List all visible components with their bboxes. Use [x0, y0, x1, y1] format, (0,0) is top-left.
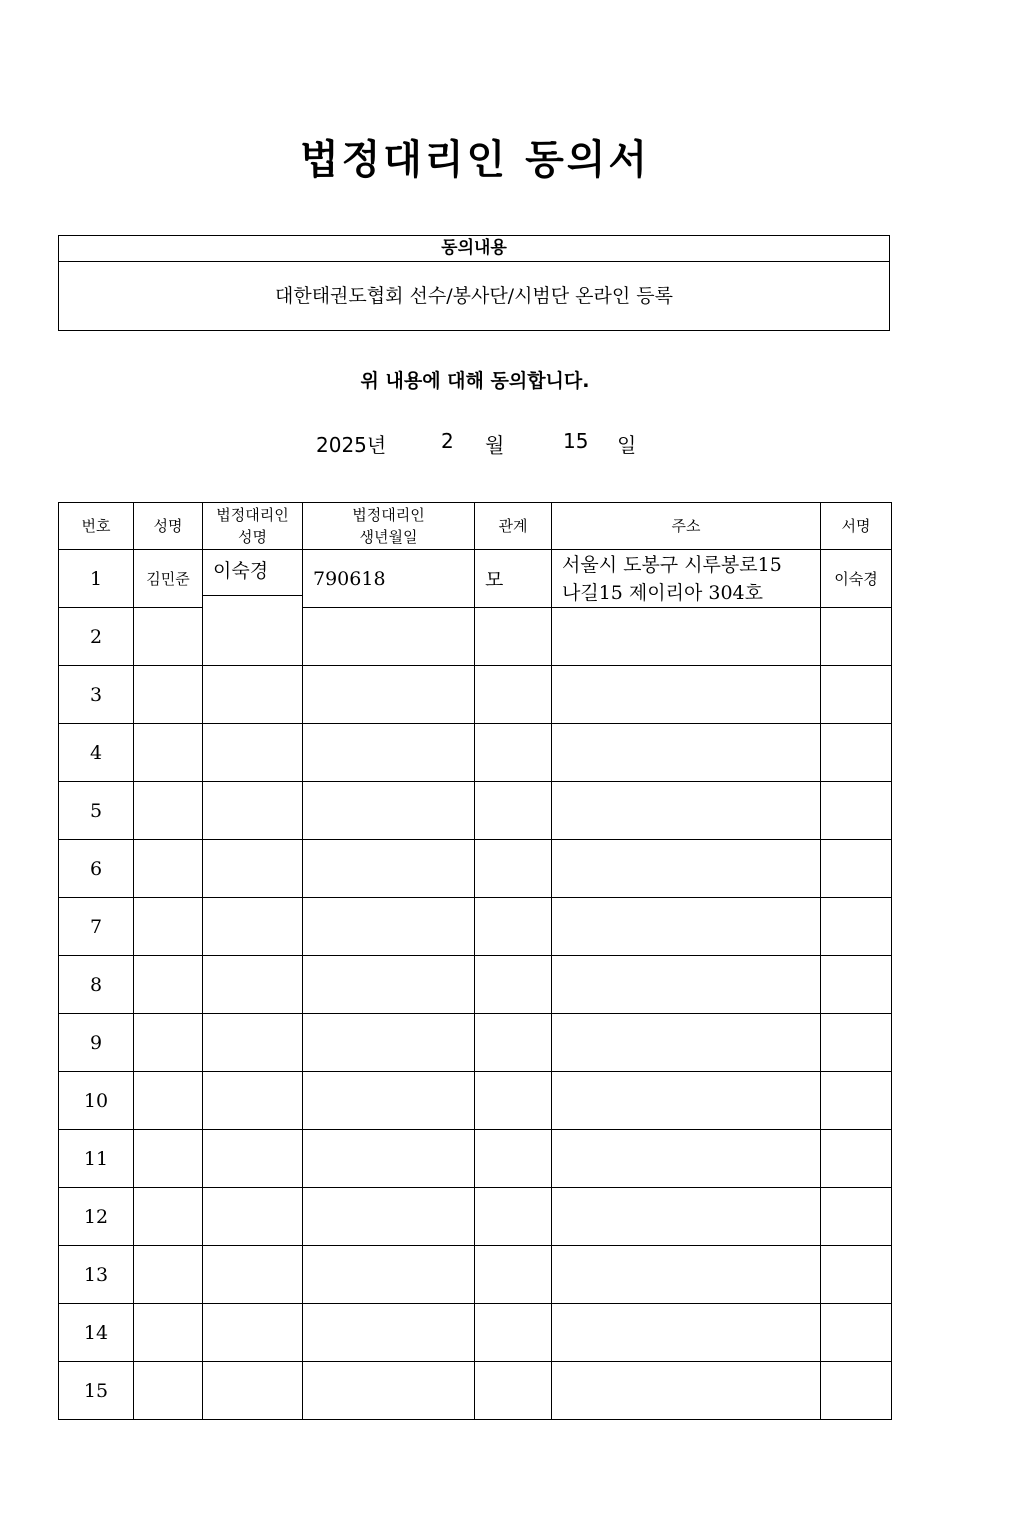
- table-row: [59, 608, 892, 666]
- row-rep-birth: [303, 1246, 475, 1304]
- row-signature: [821, 840, 892, 898]
- document-title: 법정대리인 동의서: [299, 137, 651, 183]
- table-row: [59, 1014, 892, 1072]
- row-relation: [475, 724, 552, 782]
- row-relation: [475, 1130, 552, 1188]
- row-name: [134, 666, 203, 724]
- header-rep-birth-line1: 법정대리인: [352, 506, 425, 524]
- row-rep-birth: [303, 840, 475, 898]
- table-row: [59, 1304, 892, 1362]
- row-rep-name: [203, 956, 303, 1014]
- table-row: [59, 724, 892, 782]
- row-rep-birth: [303, 608, 475, 666]
- row-signature: [821, 956, 892, 1014]
- row-rep-birth: [303, 1130, 475, 1188]
- row-rep-birth: 790618: [303, 550, 475, 608]
- row-rep-birth: [303, 1362, 475, 1420]
- row-name: [134, 1014, 203, 1072]
- row-name: [134, 1130, 203, 1188]
- header-rep-name: [203, 503, 303, 550]
- row-address: [552, 724, 821, 782]
- row-signature: [821, 666, 892, 724]
- row-rep-birth: [303, 666, 475, 724]
- date-day-unit: 일: [617, 433, 637, 457]
- table-row: [59, 898, 892, 956]
- agree-statement: 위 내용에 대해 동의합니다.: [360, 370, 590, 392]
- row-signature: 이숙경: [821, 550, 892, 608]
- row-signature: [821, 1362, 892, 1420]
- row-name: [134, 956, 203, 1014]
- row-rep-birth: [303, 898, 475, 956]
- row-address: [552, 1246, 821, 1304]
- row-address: [552, 898, 821, 956]
- row-rep-birth: [303, 1072, 475, 1130]
- header-signature: 서명: [821, 503, 892, 550]
- row-rep-name: [203, 782, 303, 840]
- row-name: [134, 724, 203, 782]
- table-row: [59, 1130, 892, 1188]
- row-rep-birth: [303, 956, 475, 1014]
- row-name: [134, 1362, 203, 1420]
- row-address: [552, 550, 821, 608]
- row-rep-name: [203, 840, 303, 898]
- row-rep-name: [203, 1362, 303, 1420]
- row-number: 6: [59, 840, 134, 898]
- row-name: [134, 1072, 203, 1130]
- row-rep-birth: [303, 1188, 475, 1246]
- row-signature: [821, 724, 892, 782]
- table-row: [59, 1072, 892, 1130]
- row-address: [552, 1362, 821, 1420]
- date-month-unit: 월: [485, 433, 505, 457]
- row-number: 8: [59, 956, 134, 1014]
- table-row: [59, 840, 892, 898]
- row-signature: [821, 1304, 892, 1362]
- row-relation: [475, 666, 552, 724]
- row-rep-birth: [303, 782, 475, 840]
- row-number: 3: [59, 666, 134, 724]
- row-signature: [821, 1014, 892, 1072]
- row-address: [552, 1130, 821, 1188]
- row-name: [134, 898, 203, 956]
- table-row: [59, 1246, 892, 1304]
- header-relation: 관계: [475, 503, 552, 550]
- row-relation: [475, 956, 552, 1014]
- row-relation: [475, 840, 552, 898]
- row-name: [134, 1304, 203, 1362]
- row-address: [552, 1014, 821, 1072]
- header-number: 번호: [59, 503, 134, 550]
- row-signature: [821, 782, 892, 840]
- date-year: 2025년: [316, 433, 387, 457]
- table-row: [59, 550, 892, 608]
- row-address: [552, 1188, 821, 1246]
- row-name: [134, 782, 203, 840]
- row-number: 7: [59, 898, 134, 956]
- row-relation: [475, 1362, 552, 1420]
- row-relation: [475, 608, 552, 666]
- row-signature: [821, 1188, 892, 1246]
- roster-table: [58, 502, 892, 1420]
- row-rep-name-value: 이숙경: [203, 550, 302, 596]
- row-number: 1: [59, 550, 134, 608]
- row-address: [552, 956, 821, 1014]
- row-rep-name: [203, 1188, 303, 1246]
- row-number: 15: [59, 1362, 134, 1420]
- row-relation: [475, 1246, 552, 1304]
- header-name: 성명: [134, 503, 203, 550]
- row-number: 9: [59, 1014, 134, 1072]
- row-signature: [821, 608, 892, 666]
- consent-box: [58, 235, 890, 331]
- row-rep-birth: [303, 1014, 475, 1072]
- consent-header: 동의내용: [59, 236, 889, 262]
- row-number: 14: [59, 1304, 134, 1362]
- row-address-line1: 서울시 도봉구 시루봉로15: [562, 553, 782, 576]
- row-number: 11: [59, 1130, 134, 1188]
- table-row: [59, 956, 892, 1014]
- row-number: 12: [59, 1188, 134, 1246]
- header-rep-birth: [303, 503, 475, 550]
- roster-body: [59, 550, 892, 1420]
- consent-body: 대한태권도협회 선수/봉사단/시범단 온라인 등록: [274, 285, 673, 307]
- row-relation: [475, 898, 552, 956]
- row-rep-name: [203, 898, 303, 956]
- row-name: [134, 1188, 203, 1246]
- row-rep-name: [203, 1304, 303, 1362]
- table-row: [59, 782, 892, 840]
- table-row: [59, 666, 892, 724]
- row-signature: [821, 1130, 892, 1188]
- row-number: 4: [59, 724, 134, 782]
- header-rep-birth-line2: 생년월일: [359, 528, 418, 546]
- row-address-line2: 나길15 제이리아 304호: [562, 581, 763, 604]
- row-number: 13: [59, 1246, 134, 1304]
- row-rep-name: [203, 1246, 303, 1304]
- row-relation: [475, 1188, 552, 1246]
- table-row: [59, 1188, 892, 1246]
- row-relation: [475, 1304, 552, 1362]
- date-month-value: 2: [441, 429, 454, 453]
- table-row: [59, 1362, 892, 1420]
- table-header-row: [59, 503, 892, 550]
- row-name: [134, 840, 203, 898]
- row-relation: [475, 1072, 552, 1130]
- row-relation: [475, 1014, 552, 1072]
- row-signature: [821, 1072, 892, 1130]
- row-address: [552, 608, 821, 666]
- row-number: 2: [59, 608, 134, 666]
- header-rep-name-line2: 성명: [238, 528, 267, 546]
- row-relation: [475, 782, 552, 840]
- row-name: 김민준: [134, 550, 203, 608]
- row-signature: [821, 898, 892, 956]
- date-day-value: 15: [563, 429, 589, 453]
- row-relation: 모: [475, 550, 552, 608]
- row-address: [552, 1072, 821, 1130]
- row-rep-name: [203, 1014, 303, 1072]
- row-address: [552, 1304, 821, 1362]
- row-name: [134, 608, 203, 666]
- row-rep-name: [203, 724, 303, 782]
- row-address: [552, 782, 821, 840]
- row-address: [552, 666, 821, 724]
- row-number: 10: [59, 1072, 134, 1130]
- header-address: 주소: [552, 503, 821, 550]
- header-rep-name-line1: 법정대리인: [216, 506, 289, 524]
- row-rep-name: [203, 550, 303, 666]
- row-name: [134, 1246, 203, 1304]
- row-signature: [821, 1246, 892, 1304]
- row-number: 5: [59, 782, 134, 840]
- row-rep-name: [203, 1130, 303, 1188]
- row-address: [552, 840, 821, 898]
- row-rep-name: [203, 666, 303, 724]
- row-rep-birth: [303, 1304, 475, 1362]
- row-rep-birth: [303, 724, 475, 782]
- row-rep-name: [203, 1072, 303, 1130]
